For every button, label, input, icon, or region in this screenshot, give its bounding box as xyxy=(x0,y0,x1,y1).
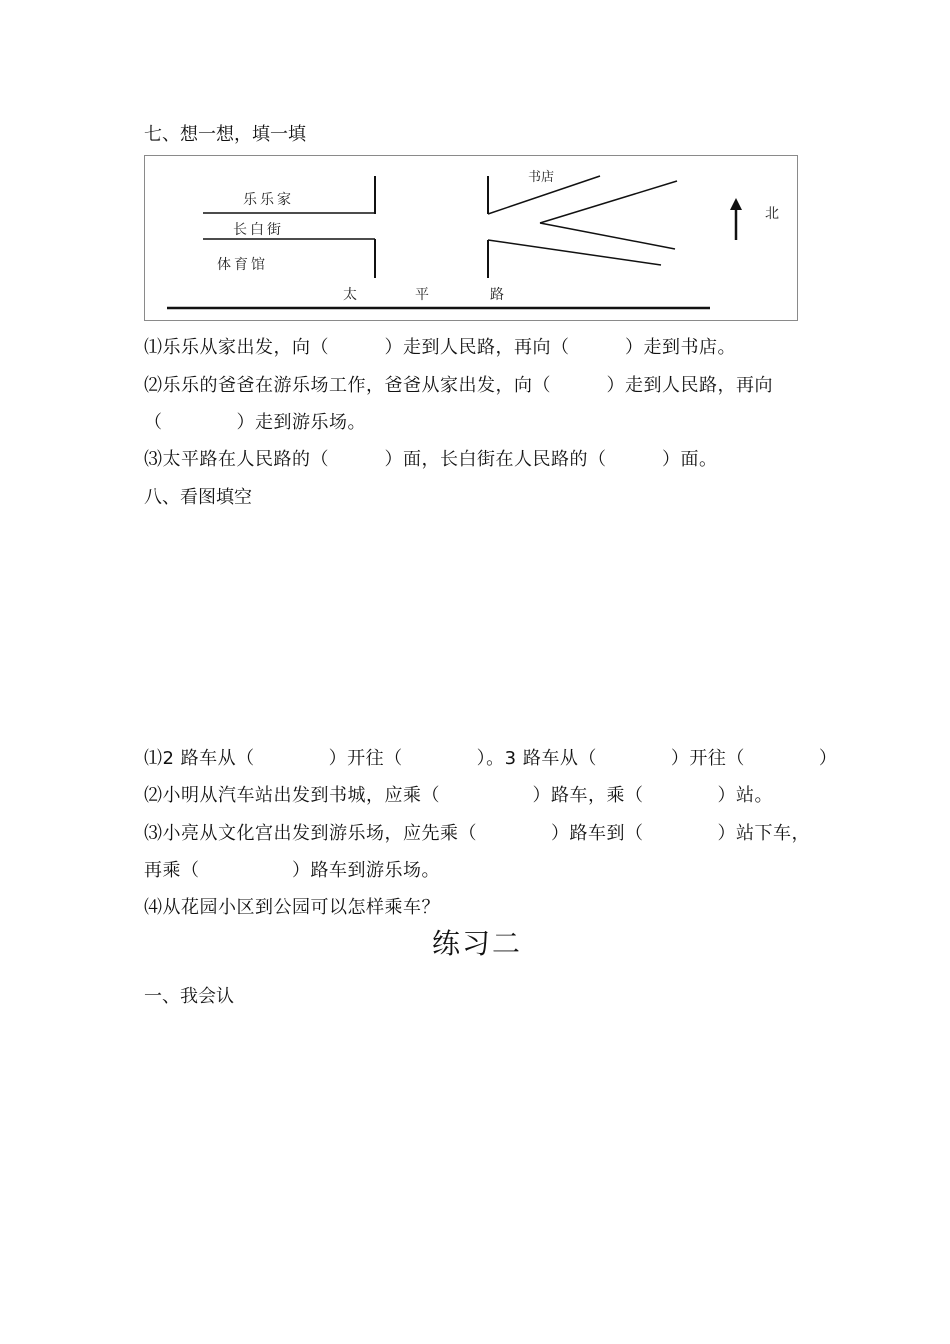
home-label: 乐乐家 xyxy=(243,192,294,208)
north-label: 北 xyxy=(765,206,779,222)
road-char-ping: 平 xyxy=(415,287,429,303)
bookstore-label: 书店 xyxy=(528,170,555,185)
gym-label: 体育馆 xyxy=(217,257,268,273)
street-map-drawing xyxy=(145,156,799,322)
section7-question-2-line2: （ ）走到游乐场。 xyxy=(144,412,366,433)
section7-question-1: ⑴乐乐从家出发，向（ ）走到人民路，再向（ ）走到书店。 xyxy=(144,337,736,358)
playground-road-lower xyxy=(540,223,675,249)
lower-block-road-edge xyxy=(488,240,661,265)
north-arrow-head xyxy=(730,198,742,210)
playground-road-upper xyxy=(540,181,677,223)
section7-question-3: ⑶太平路在人民路的（ ）面，长白街在人民路的（ ）面。 xyxy=(144,449,718,470)
section8-question-2: ⑵小明从汽车站出发到书城，应乘（ ）路车，乘（ ）站。 xyxy=(144,785,773,806)
exercise2-section1-heading: 一、我会认 xyxy=(144,986,234,1007)
street-map xyxy=(144,155,798,321)
section8-question-1: ⑴2 路车从（ ）开往（ ）。3 路车从（ ）开往（ ） xyxy=(144,748,838,769)
road-char-tai: 太 xyxy=(343,287,357,303)
section7-question-2-line1: ⑵乐乐的爸爸在游乐场工作，爸爸从家出发，向（ ）走到人民路，再向 xyxy=(144,375,773,396)
section8-question-3-line2: 再乘（ ）路车到游乐场。 xyxy=(144,860,440,881)
section7-heading: 七、想一想，填一填 xyxy=(144,124,306,145)
section8-question-4: ⑷从花园小区到公园可以怎样乘车？ xyxy=(144,897,440,918)
road-char-lu: 路 xyxy=(490,287,504,303)
street-label: 长白街 xyxy=(233,222,284,238)
exercise2-title: 练习二 xyxy=(432,927,523,960)
section8-question-3-line1: ⑶小亮从文化宫出发到游乐场，应先乘（ ）路车到（ ）站下车， xyxy=(144,823,810,844)
section8-heading: 八、看图填空 xyxy=(144,487,252,508)
